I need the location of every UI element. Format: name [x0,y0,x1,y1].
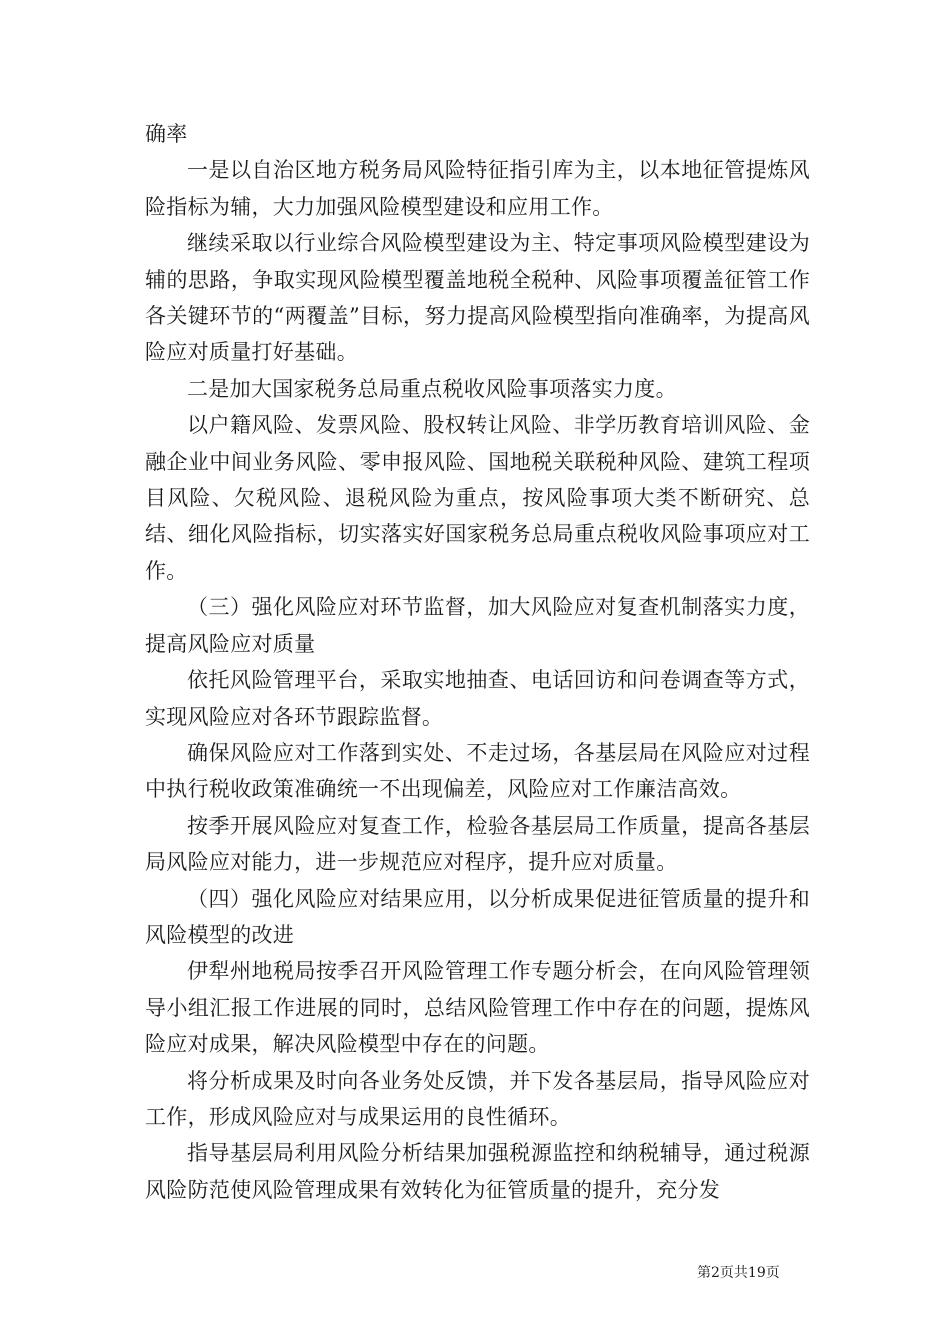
document-body [145,116,810,1208]
paragraph: 伊犁州地税局按季召开风险管理工作专题分析会，在向风险管理领导小组汇报工作进展的同时，总结风险管理工作中存在的问题，提炼风险应对成果，解决风险模型中存在的问题。 [145,959,810,1057]
paragraph: 确保风险应对工作落到实处、不走过场，各基层局在风险应对过程中执行税收政策准确统一不出现偏差，风险应对工作廉洁高效。 [145,740,810,802]
paragraph: 继续采取以行业综合风险模型建设为主、特定事项风险模型建设为辅的思路，争取实现风险模型覆盖地税全税种、风险事项覆盖征管工作各关键环节的“两覆盖”目标，努力提高风险模型指向准确率，为提高风险应对质量打好基础。 [145,231,810,365]
paragraph: 以户籍风险、发票风险、股权转让风险、非学历教育培训风险、金融企业中间业务风险、零申报风险、国地税关联税种风险、建筑工程项目风险、欠税风险、退税风险为重点，按风险事项大类不断研究、总结、细化风险指标，切实落实好国家税务总局重点税收风险事项应对工作。 [145,413,810,583]
paragraph: 确率 [145,122,188,146]
paragraph: 指导基层局利用风险分析结果加强税源监控和纳税辅导，通过税源风险防范使风险管理成果有效转化为征管质量的提升，充分发 [145,1141,810,1202]
paragraph: 一是以自治区地方税务局风险特征指引库为主，以本地征管提炼风险指标为辅，大力加强风险模型建设和应用工作。 [145,158,810,219]
paragraph: 二是加大国家税务总局重点税收风险事项落实力度。 [187,376,677,401]
section-heading: （三）强化风险应对环节监督，加大风险应对复查机制落实力度，提高风险应对质量 [145,595,810,656]
page-number: 第2页共19页 [697,1265,780,1281]
section-heading: （四）强化风险应对结果应用，以分析成果促进征管质量的提升和风险模型的改进 [145,886,810,947]
paragraph: 将分析成果及时向各业务处反馈，并下发各基层局，指导风险应对工作，形成风险应对与成果运用的良性循环。 [145,1068,810,1129]
paragraph: 依托风险管理平台，采取实地抽查、电话回访和问卷调查等方式，实现风险应对各环节跟踪监督。 [145,668,810,729]
paragraph: 按季开展风险应对复查工作，检验各基层局工作质量，提高各基层局风险应对能力，进一步规范应对程序，提升应对质量。 [145,813,810,875]
